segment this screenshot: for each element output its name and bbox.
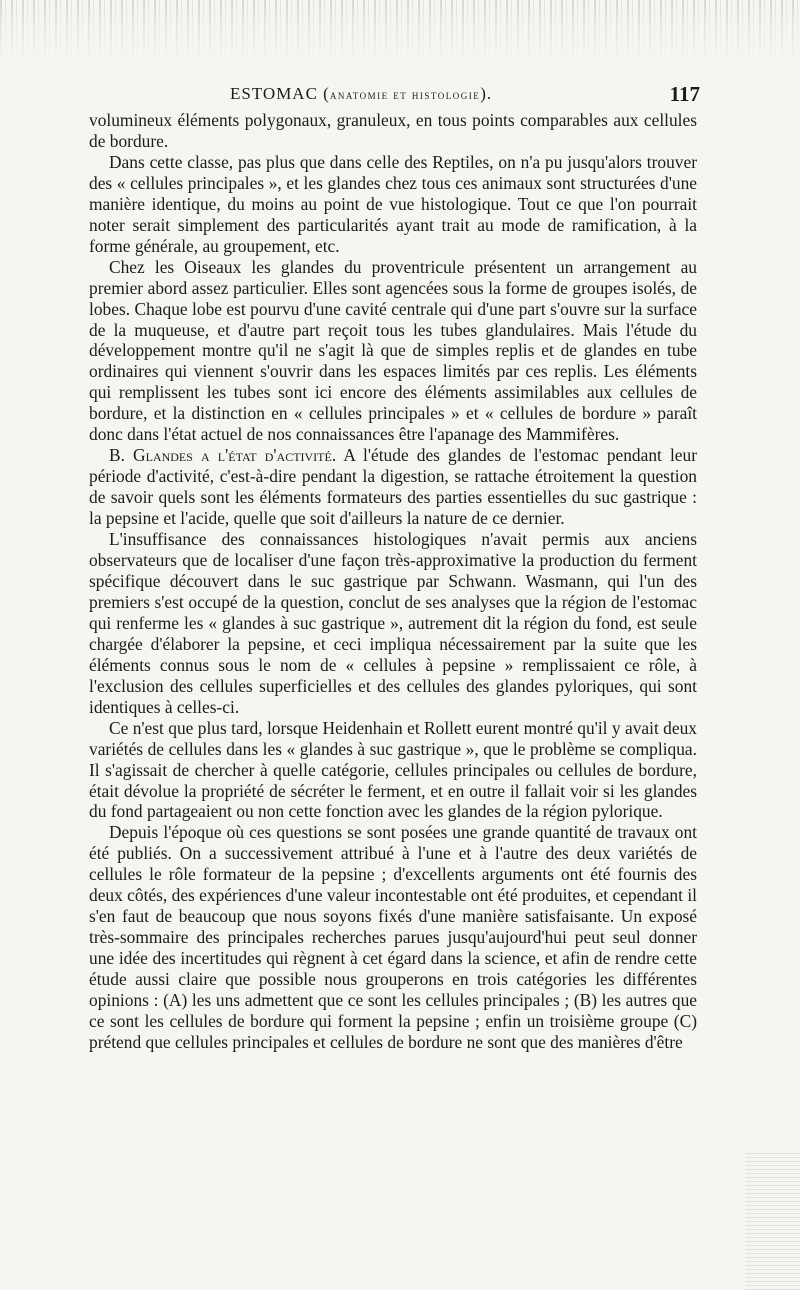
running-title-main: ESTOMAC ( [230, 84, 330, 103]
paragraph-2: Dans cette classe, pas plus que dans celle des Reptiles, on n'a pu jusqu'alors trouver des « cellules principales », et les glandes chez tous ces animaux sont structurées d'une manière identique, du moins au point de vue histologique. Tout ce que l'on pourrait noter serait simplement des particularités ayant trait au mode de ramification, à la forme générale, au groupement, etc. [89, 151, 697, 256]
body-text [89, 110, 697, 1053]
paragraph-1: volumineux éléments polygonaux, granuleux, en tous points comparables aux cellules de bordure. [89, 110, 697, 151]
page-number: 117 [669, 82, 700, 106]
running-title-subtitle: anatomie et histologie [329, 88, 481, 102]
paragraph-3: Chez les Oiseaux les glandes du proventricule présentent un arrangement au premier abord assez particulier. Elles sont agencées sous la forme de groupes isolés, de lobes. Chaque lobe est pourvu d'une cavité centrale qui d'une part s'ouvre sur la surface de la muqueuse, et d'autre part reçoit tous les tubes glandulaires. Mais l'étude du développement montre qu'il ne s'agit là que de simples replis et de glandes en tube ordinaires qui viennent s'ouvrir dans les espaces limités par ces replis. Les éléments qui remplissent les tubes sont ici encore des éléments assimilables aux cellules de bordure, et la distinction en « cellules principales » et « cellules de bordure » paraît donc dans l'état actuel de nos connaissances être l'apanage des Mammifères. [89, 256, 697, 445]
scan-noise-top [0, 0, 800, 64]
running-title-end: ). [480, 84, 493, 103]
running-title [230, 84, 492, 104]
paragraph-7: Depuis l'époque où ces questions se sont posées une grande quantité de travaux ont été publiés. On a successivement attribué à l'une et à l'autre des deux variétés de cellules le rôle formateur de la pepsine ; d'excellents arguments ont été fournis des deux côtés, des expériences d'une valeur incontestable ont été produites, et cependant il s'en faut de beaucoup que nous soyons fixés d'une manière satisfaisante. Un exposé très-sommaire des principales recherches parues jusqu'aujourd'hui peut seul donner une idée des incertitudes qui règnent à cet égard dans la science, et afin de rendre cette étude aussi claire que possible nous grouperons en trois catégories les différentes opinions : (A) les uns admettent que ce sont les cellules principales ; (B) les autres que ce sont les cellules de bordure qui forment la pepsine ; enfin un troisième groupe (C) prétend que cellules principales et cellules de bordure ne sont que des manières d'être [89, 822, 697, 1052]
scan-noise-right [745, 1150, 800, 1290]
page-header [80, 80, 700, 110]
paragraph-5: L'insuffisance des connaissances histologiques n'avait permis aux anciens observateurs que de localiser d'une façon très-approximative la production du ferment spécifique découvert dans le suc gastrique par Schwann. Wasmann, qui l'un des premiers s'est occupé de la question, conclut de ses analyses que la région de l'estomac qui renferme les « glandes à suc gastrique », autrement dit la région du fond, est seule chargée d'élaborer la pepsine, et ceci impliqua nécessairement par la suite que les éléments connus sous le nom de « cellules à pepsine » remplissaient ce rôle, à l'exclusion des cellules superficielles et des cellules des glandes pyloriques, qui sont identiques à celles-ci. [89, 529, 697, 717]
section-heading: B. Glandes a l'état d'activité. [109, 445, 337, 466]
paragraph-4-text: A l'étude des glandes de l'estomac pendant leur période d'activité, c'est-à-dire pendant la digestion, se rattache étroitement la question de savoir quels sont les éléments formateurs des parties essentielles du suc gastrique : la pepsine et l'acide, quelle que soit d'ailleurs la nature de ce dernier. [89, 445, 697, 529]
paragraph-6: Ce n'est que plus tard, lorsque Heidenhain et Rollett eurent montré qu'il y avait deux variétés de cellules dans les « glandes à suc gastrique », que le problème se compliqua. Il s'agissait de chercher à quelle catégorie, cellules principales ou cellules de bordure, était dévolue la propriété de sécréter le ferment, et en outre il fallait voir si les glandes du fond partageaient ou non cette fonction avec les glandes de la région pylorique. [89, 717, 697, 822]
paragraph-4 [89, 445, 697, 529]
